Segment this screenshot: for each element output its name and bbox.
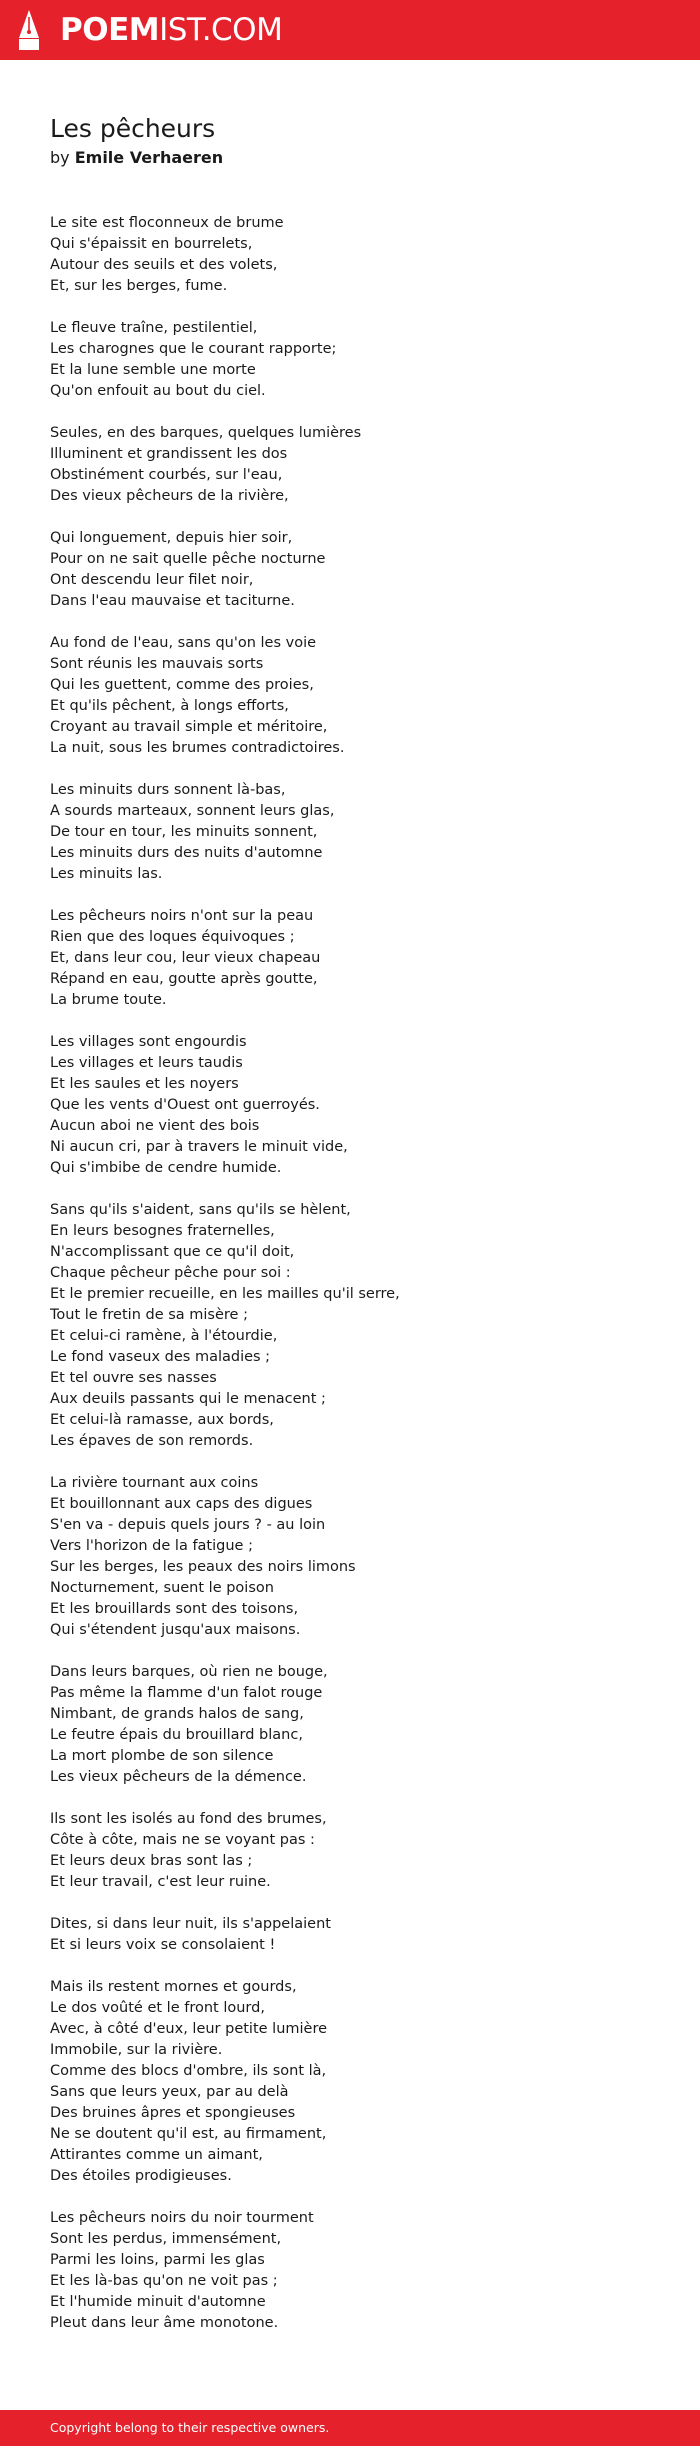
poem-line: La mort plombe de son silence: [50, 1748, 274, 1764]
poem-line: Pour on ne sait quelle pêche nocturne: [50, 551, 326, 567]
poem-line: Aux deuils passants qui le menacent ;: [50, 1391, 326, 1407]
poem-line: Au fond de l'eau, sans qu'on les voie: [50, 635, 317, 651]
poem-line: Des étoiles prodigieuses.: [50, 2168, 232, 2184]
stanza: [50, 528, 650, 612]
stanza: [50, 1662, 650, 1788]
poem-line: Et celui-là ramasse, aux bords,: [50, 1412, 274, 1428]
poem-line: Avec, à côté d'eux, leur petite lumière: [50, 2021, 328, 2037]
poem-line: Des bruines âpres et spongieuses: [50, 2105, 296, 2121]
site-header: [0, 0, 700, 60]
poem-line: De tour en tour, les minuits sonnent,: [50, 824, 318, 840]
byline-prefix: by: [50, 148, 70, 167]
poem-line: En leurs besognes fraternelles,: [50, 1223, 275, 1239]
poem-line: Qui s'épaissit en bourrelets,: [50, 236, 253, 252]
poem-line: Le fond vaseux des maladies ;: [50, 1349, 271, 1365]
poem-line: Sans qu'ils s'aident, sans qu'ils se hèlent,: [50, 1202, 351, 1218]
poem-line: Qu'on enfouit au bout du ciel.: [50, 383, 266, 399]
poem-line: Et la lune semble une morte: [50, 362, 256, 378]
stanza: [50, 1200, 650, 1452]
poem-line: Illuminent et grandissent les dos: [50, 446, 288, 462]
poem-line: Et l'humide minuit d'automne: [50, 2294, 266, 2310]
poem-line: Parmi les loins, parmi les glas: [50, 2252, 265, 2268]
poem-line: La rivière tournant aux coins: [50, 1475, 259, 1491]
author-name: Emile Verhaeren: [74, 148, 224, 167]
poem-line: Sur les berges, les peaux des noirs limons: [50, 1559, 356, 1575]
stanza: [50, 1914, 650, 1956]
poem-line: Comme des blocs d'ombre, ils sont là,: [50, 2063, 327, 2079]
site-logo-text[interactable]: [60, 12, 282, 48]
poem-line: Les épaves de son remords.: [50, 1433, 254, 1449]
poem-line: Côte à côte, mais ne se voyant pas :: [50, 1832, 315, 1848]
stanza: [50, 633, 650, 759]
site-footer: [0, 2410, 700, 2446]
poem-line: Répand en eau, goutte après goutte,: [50, 971, 318, 987]
poem-line: N'accomplissant que ce qu'il doit,: [50, 1244, 295, 1260]
stanza: [50, 423, 650, 507]
poem-content: [50, 112, 650, 2355]
poem-line: Autour des seuils et des volets,: [50, 257, 278, 273]
poem-line: Et leur travail, c'est leur ruine.: [50, 1874, 271, 1890]
poem-body: [50, 213, 650, 2334]
stanza: [50, 1809, 650, 1893]
poem-line: Et le premier recueille, en les mailles qu'il serre,: [50, 1286, 400, 1302]
poem-line: Et les là-bas qu'on ne voit pas ;: [50, 2273, 278, 2289]
poem-line: S'en va - depuis quels jours ? - au loin: [50, 1517, 326, 1533]
stanza: [50, 1032, 650, 1179]
poem-line: Qui les guettent, comme des proies,: [50, 677, 314, 693]
copyright-text: Copyright belong to their respective owners.: [50, 2420, 330, 2435]
poem-line: Ne se doutent qu'il est, au firmament,: [50, 2126, 327, 2142]
poem-line: Le site est floconneux de brume: [50, 215, 284, 231]
poem-line: Et, dans leur cou, leur vieux chapeau: [50, 950, 321, 966]
poem-line: Et, sur les berges, fume.: [50, 278, 228, 294]
poem-line: Attirantes comme un aimant,: [50, 2147, 263, 2163]
poem-line: Sont réunis les mauvais sorts: [50, 656, 264, 672]
stanza: [50, 2208, 650, 2334]
poem-line: A sourds marteaux, sonnent leurs glas,: [50, 803, 335, 819]
poem-line: Les pêcheurs noirs du noir tourment: [50, 2210, 314, 2226]
poem-line: Ni aucun cri, par à travers le minuit vide,: [50, 1139, 348, 1155]
poem-line: Et leurs deux bras sont las ;: [50, 1853, 253, 1869]
byline: [50, 147, 650, 169]
poem-line: Les charognes que le courant rapporte;: [50, 341, 337, 357]
poem-line: Les vieux pêcheurs de la démence.: [50, 1769, 307, 1785]
poem-line: Les minuits durs sonnent là-bas,: [50, 782, 286, 798]
poem-line: Le dos voûté et le front lourd,: [50, 2000, 265, 2016]
poem-line: Chaque pêcheur pêche pour soi :: [50, 1265, 291, 1281]
poem-line: La brume toute.: [50, 992, 167, 1008]
poem-line: Pleut dans leur âme monotone.: [50, 2315, 279, 2331]
pen-nib-logo-icon: [16, 8, 42, 52]
poem-line: Des vieux pêcheurs de la rivière,: [50, 488, 289, 504]
poem-line: Les minuits durs des nuits d'automne: [50, 845, 323, 861]
stanza: [50, 780, 650, 885]
poem-line: Les villages sont engourdis: [50, 1034, 247, 1050]
poem-line: Ont descendu leur filet noir,: [50, 572, 254, 588]
poem-line: La nuit, sous les brumes contradictoires.: [50, 740, 345, 756]
logo-text-light: IST.COM: [159, 12, 283, 48]
poem-line: Qui s'imbibe de cendre humide.: [50, 1160, 282, 1176]
poem-line: Et qu'ils pêchent, à longs efforts,: [50, 698, 289, 714]
poem-line: Et celui-ci ramène, à l'étourdie,: [50, 1328, 278, 1344]
poem-line: Et tel ouvre ses nasses: [50, 1370, 217, 1386]
poem-line: Et si leurs voix se consolaient !: [50, 1937, 276, 1953]
poem-line: Aucun aboi ne vient des bois: [50, 1118, 260, 1134]
stanza: [50, 906, 650, 1011]
poem-line: Vers l'horizon de la fatigue ;: [50, 1538, 253, 1554]
poem-line: Qui s'étendent jusqu'aux maisons.: [50, 1622, 301, 1638]
poem-line: Les villages et leurs taudis: [50, 1055, 243, 1071]
poem-line: Pas même la flamme d'un falot rouge: [50, 1685, 323, 1701]
poem-line: Dites, si dans leur nuit, ils s'appelaient: [50, 1916, 331, 1932]
poem-line: Que les vents d'Ouest ont guerroyés.: [50, 1097, 320, 1113]
poem-line: Dans l'eau mauvaise et taciturne.: [50, 593, 295, 609]
poem-line: Le feutre épais du brouillard blanc,: [50, 1727, 303, 1743]
poem-line: Sont les perdus, immensément,: [50, 2231, 282, 2247]
poem-line: Nocturnement, suent le poison: [50, 1580, 274, 1596]
logo-text-bold: POEM: [60, 12, 160, 48]
poem-line: Croyant au travail simple et méritoire,: [50, 719, 328, 735]
poem-line: Nimbant, de grands halos de sang,: [50, 1706, 304, 1722]
poem-line: Rien que des loques équivoques ;: [50, 929, 295, 945]
poem-line: Obstinément courbés, sur l'eau,: [50, 467, 283, 483]
stanza: [50, 1977, 650, 2187]
poem-title: Les pêcheurs: [50, 114, 216, 143]
poem-line: Et les saules et les noyers: [50, 1076, 239, 1092]
poem-line: Immobile, sur la rivière.: [50, 2042, 223, 2058]
stanza: [50, 1473, 650, 1641]
poem-line: Dans leurs barques, où rien ne bouge,: [50, 1664, 328, 1680]
poem-line: Seules, en des barques, quelques lumières: [50, 425, 362, 441]
poem-line: Ils sont les isolés au fond des brumes,: [50, 1811, 327, 1827]
poem-line: Sans que leurs yeux, par au delà: [50, 2084, 289, 2100]
poem-line: Tout le fretin de sa misère ;: [50, 1307, 248, 1323]
poem-line: Les minuits las.: [50, 866, 163, 882]
poem-line: Le fleuve traîne, pestilentiel,: [50, 320, 258, 336]
poem-line: Et bouillonnant aux caps des digues: [50, 1496, 313, 1512]
poem-line: Qui longuement, depuis hier soir,: [50, 530, 293, 546]
poem-line: Mais ils restent mornes et gourds,: [50, 1979, 297, 1995]
stanza: [50, 318, 650, 402]
poem-line: Les pêcheurs noirs n'ont sur la peau: [50, 908, 314, 924]
stanza: [50, 213, 650, 297]
poem-line: Et les brouillards sont des toisons,: [50, 1601, 299, 1617]
